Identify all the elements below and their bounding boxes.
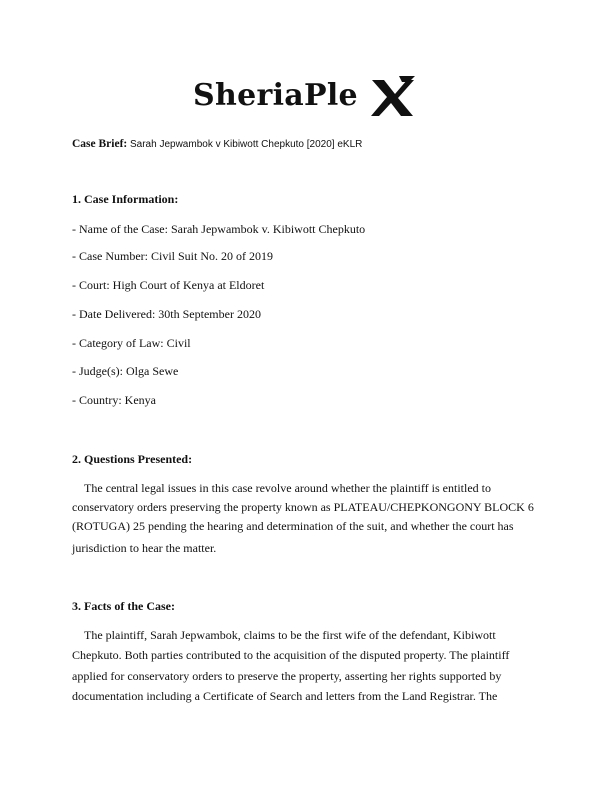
facts-paragraph-line: applied for conservatory orders to preserve the property, asserting her rights supported by	[72, 669, 502, 683]
case-brief-label: Case Brief:	[72, 138, 128, 150]
case-brief-title	[72, 137, 362, 152]
case-brief-value: Sarah Jepwambok v Kibiwott Chepkuto [2020] eKLR	[130, 139, 363, 150]
questions-paragraph-line: jurisdiction to hear the matter.	[72, 541, 217, 555]
section-heading-questions-presented: 2. Questions Presented:	[72, 452, 193, 466]
section-heading-facts: 3. Facts of the Case:	[72, 599, 175, 613]
case-info-item: - Country: Kenya	[72, 393, 156, 407]
facts-paragraph-line: documentation including a Certificate of Search and letters from the Land Registrar. The	[72, 689, 498, 703]
case-info-item: - Judge(s): Olga Sewe	[72, 364, 179, 378]
facts-paragraph-line: The plaintiff, Sarah Jepwambok, claims to be the first wife of the defendant, Kibiwott	[84, 628, 496, 642]
facts-paragraph-line: Chepkuto. Both parties contributed to the acquisition of the disputed property. The plaintiff	[72, 648, 510, 662]
questions-paragraph-line: (ROTUGA) 25 pending the hearing and determination of the suit, and whether the court has	[72, 519, 514, 533]
case-info-item: - Name of the Case: Sarah Jepwambok v. Kibiwott Chepkuto	[72, 222, 366, 236]
case-info-item: - Court: High Court of Kenya at Eldoret	[72, 278, 265, 292]
case-info-item: - Date Delivered: 30th September 2020	[72, 307, 261, 321]
case-info-item: - Category of Law: Civil	[72, 336, 191, 350]
section-heading-case-information: 1. Case Information:	[72, 192, 179, 206]
questions-paragraph-line: conservatory orders preserving the property known as PLATEAU/CHEPKONGONY BLOCK 6	[72, 500, 534, 514]
case-info-item: - Case Number: Civil Suit No. 20 of 2019	[72, 249, 273, 263]
logo-x-mark-icon	[369, 74, 415, 120]
sheriaplex-logo	[193, 74, 415, 120]
logo-wordmark: SheriaPle	[193, 78, 358, 113]
questions-paragraph-line: The central legal issues in this case revolve around whether the plaintiff is entitled to	[84, 481, 491, 495]
